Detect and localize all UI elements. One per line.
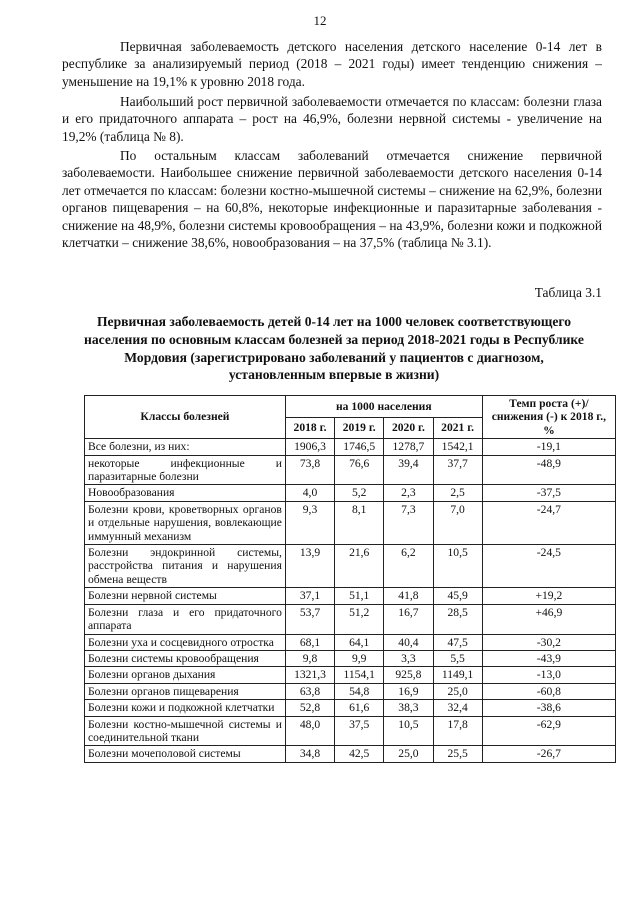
value-cell: 54,8	[335, 683, 384, 699]
value-cell: 10,5	[433, 545, 482, 588]
value-cell: 2,5	[433, 485, 482, 501]
growth-rate-cell: -19,1	[482, 439, 615, 455]
value-cell: 21,6	[335, 545, 384, 588]
growth-rate-cell: +46,9	[482, 604, 615, 634]
disease-class-cell: Болезни органов пищеварения	[85, 683, 286, 699]
value-cell: 9,9	[335, 650, 384, 666]
table-row	[85, 501, 616, 544]
value-cell: 3,3	[384, 650, 433, 666]
table-row	[85, 667, 616, 683]
table-header-row	[85, 396, 616, 418]
value-cell: 1542,1	[433, 439, 482, 455]
growth-rate-cell: -38,6	[482, 700, 615, 716]
growth-rate-cell: -26,7	[482, 746, 615, 762]
value-cell: 7,3	[384, 501, 433, 544]
paragraph-3: По остальным классам заболеваний отмечается снижение первичной заболеваемости. Наибольшее снижение первичной заболеваемости детского населения 0-14 лет отмечается по классам: болезни костно-мышечной системы – снижение на 62,9%, болезни органов пищеварения – на 60,8%, некоторые инфекционные и паразитарные заболевания - снижение на 48,9%, болезни системы кровообращения – на 43,9%, болезни кожи и подкожной клетчатки – снижение 38,6%, новообразования – на 37,5% (таблица № 3.1).	[62, 148, 602, 251]
growth-rate-cell: -62,9	[482, 716, 615, 746]
value-cell: 1746,5	[335, 439, 384, 455]
value-cell: 51,1	[335, 588, 384, 604]
morbidity-table	[84, 395, 616, 763]
growth-rate-cell: -13,0	[482, 667, 615, 683]
value-cell: 13,9	[285, 545, 334, 588]
value-cell: 28,5	[433, 604, 482, 634]
value-cell: 2,3	[384, 485, 433, 501]
value-cell: 1906,3	[285, 439, 334, 455]
value-cell: 1321,3	[285, 667, 334, 683]
header-year: 2018 г.	[285, 417, 334, 439]
value-cell: 37,7	[433, 455, 482, 485]
value-cell: 25,0	[384, 746, 433, 762]
value-cell: 53,7	[285, 604, 334, 634]
disease-class-cell: Все болезни, из них:	[85, 439, 286, 455]
value-cell: 7,0	[433, 501, 482, 544]
page-number: 12	[313, 13, 327, 28]
table-row	[85, 545, 616, 588]
paragraph-2: Наибольший рост первичной заболеваемости отмечается по классам: болезни глаза и его придаточного аппарата – рост на 46,9%, болезни нервной системы - увеличение на 19,2% (таблица № 8).	[62, 94, 602, 144]
value-cell: 9,3	[285, 501, 334, 544]
value-cell: 4,0	[285, 485, 334, 501]
value-cell: 5,5	[433, 650, 482, 666]
disease-class-cell: Болезни эндокринной системы, расстройства питания и нарушения обмена веществ	[85, 545, 286, 588]
value-cell: 68,1	[285, 634, 334, 650]
value-cell: 38,3	[384, 700, 433, 716]
value-cell: 25,0	[433, 683, 482, 699]
disease-class-cell: Болезни мочеполовой системы	[85, 746, 286, 762]
growth-rate-cell: -24,7	[482, 501, 615, 544]
value-cell: 41,8	[384, 588, 433, 604]
disease-class-cell: Болезни костно-мышечной системы и соединительной ткани	[85, 716, 286, 746]
header-year: 2021 г.	[433, 417, 482, 439]
value-cell: 9,8	[285, 650, 334, 666]
header-year: 2020 г.	[384, 417, 433, 439]
value-cell: 37,5	[335, 716, 384, 746]
disease-class-cell: Болезни системы кровообращения	[85, 650, 286, 666]
value-cell: 10,5	[384, 716, 433, 746]
value-cell: 47,5	[433, 634, 482, 650]
growth-rate-cell: -37,5	[482, 485, 615, 501]
disease-class-cell: Новообразования	[85, 485, 286, 501]
value-cell: 37,1	[285, 588, 334, 604]
value-cell: 16,9	[384, 683, 433, 699]
table-row	[85, 439, 616, 455]
value-cell: 5,2	[335, 485, 384, 501]
table-row	[85, 604, 616, 634]
disease-class-cell: Болезни органов дыхания	[85, 667, 286, 683]
table-row	[85, 700, 616, 716]
disease-class-cell: Болезни глаза и его придаточного аппарата	[85, 604, 286, 634]
growth-rate-cell: -24,5	[482, 545, 615, 588]
table-body	[85, 439, 616, 763]
value-cell: 1278,7	[384, 439, 433, 455]
value-cell: 1149,1	[433, 667, 482, 683]
value-cell: 34,8	[285, 746, 334, 762]
value-cell: 42,5	[335, 746, 384, 762]
disease-class-cell: Болезни нервной системы	[85, 588, 286, 604]
growth-rate-cell: -48,9	[482, 455, 615, 485]
disease-class-cell: Болезни кожи и подкожной клетчатки	[85, 700, 286, 716]
value-cell: 8,1	[335, 501, 384, 544]
value-cell: 73,8	[285, 455, 334, 485]
value-cell: 52,8	[285, 700, 334, 716]
paragraph-1: Первичная заболеваемость детского населения детского население 0-14 лет в республике за анализируемый период (2018 – 2021 годы) имеет тенденцию снижения – уменьшение на 19,1% к уровню 2018 года.	[62, 39, 602, 89]
disease-class-cell: некоторые инфекционные и паразитарные болезни	[85, 455, 286, 485]
value-cell: 39,4	[384, 455, 433, 485]
table-row	[85, 746, 616, 762]
growth-rate-cell: -60,8	[482, 683, 615, 699]
value-cell: 40,4	[384, 634, 433, 650]
table-label: Таблица 3.1	[534, 285, 602, 300]
value-cell: 51,2	[335, 604, 384, 634]
value-cell: 925,8	[384, 667, 433, 683]
growth-rate-cell: +19,2	[482, 588, 615, 604]
value-cell: 48,0	[285, 716, 334, 746]
table-row	[85, 683, 616, 699]
value-cell: 6,2	[384, 545, 433, 588]
value-cell: 32,4	[433, 700, 482, 716]
table-row	[85, 650, 616, 666]
value-cell: 61,6	[335, 700, 384, 716]
value-cell: 17,8	[433, 716, 482, 746]
header-year: 2019 г.	[335, 417, 384, 439]
table-title: Первичная заболеваемость детей 0-14 лет на 1000 человек соответствующего населения по основным классам болезней за период 2018-2021 годы в Республике Мордовия (зарегистрировано заболеваний у пациентов с диагнозом, установленным впервые в жизни)	[84, 314, 584, 383]
header-per-1000: на 1000 населения	[285, 396, 482, 418]
table-row	[85, 455, 616, 485]
growth-rate-cell: -43,9	[482, 650, 615, 666]
value-cell: 76,6	[335, 455, 384, 485]
header-growth-rate: Темп роста (+)/снижения (-) к 2018 г., %	[482, 396, 615, 439]
value-cell: 45,9	[433, 588, 482, 604]
value-cell: 64,1	[335, 634, 384, 650]
disease-class-cell: Болезни крови, кроветворных органов и отдельные нарушения, вовлекающие иммунный механизм	[85, 501, 286, 544]
disease-class-cell: Болезни уха и сосцевидного отростка	[85, 634, 286, 650]
table-row	[85, 485, 616, 501]
table-row	[85, 716, 616, 746]
value-cell: 25,5	[433, 746, 482, 762]
value-cell: 16,7	[384, 604, 433, 634]
table-row	[85, 634, 616, 650]
header-disease-class: Классы болезней	[85, 396, 286, 439]
table-row	[85, 588, 616, 604]
value-cell: 63,8	[285, 683, 334, 699]
growth-rate-cell: -30,2	[482, 634, 615, 650]
value-cell: 1154,1	[335, 667, 384, 683]
